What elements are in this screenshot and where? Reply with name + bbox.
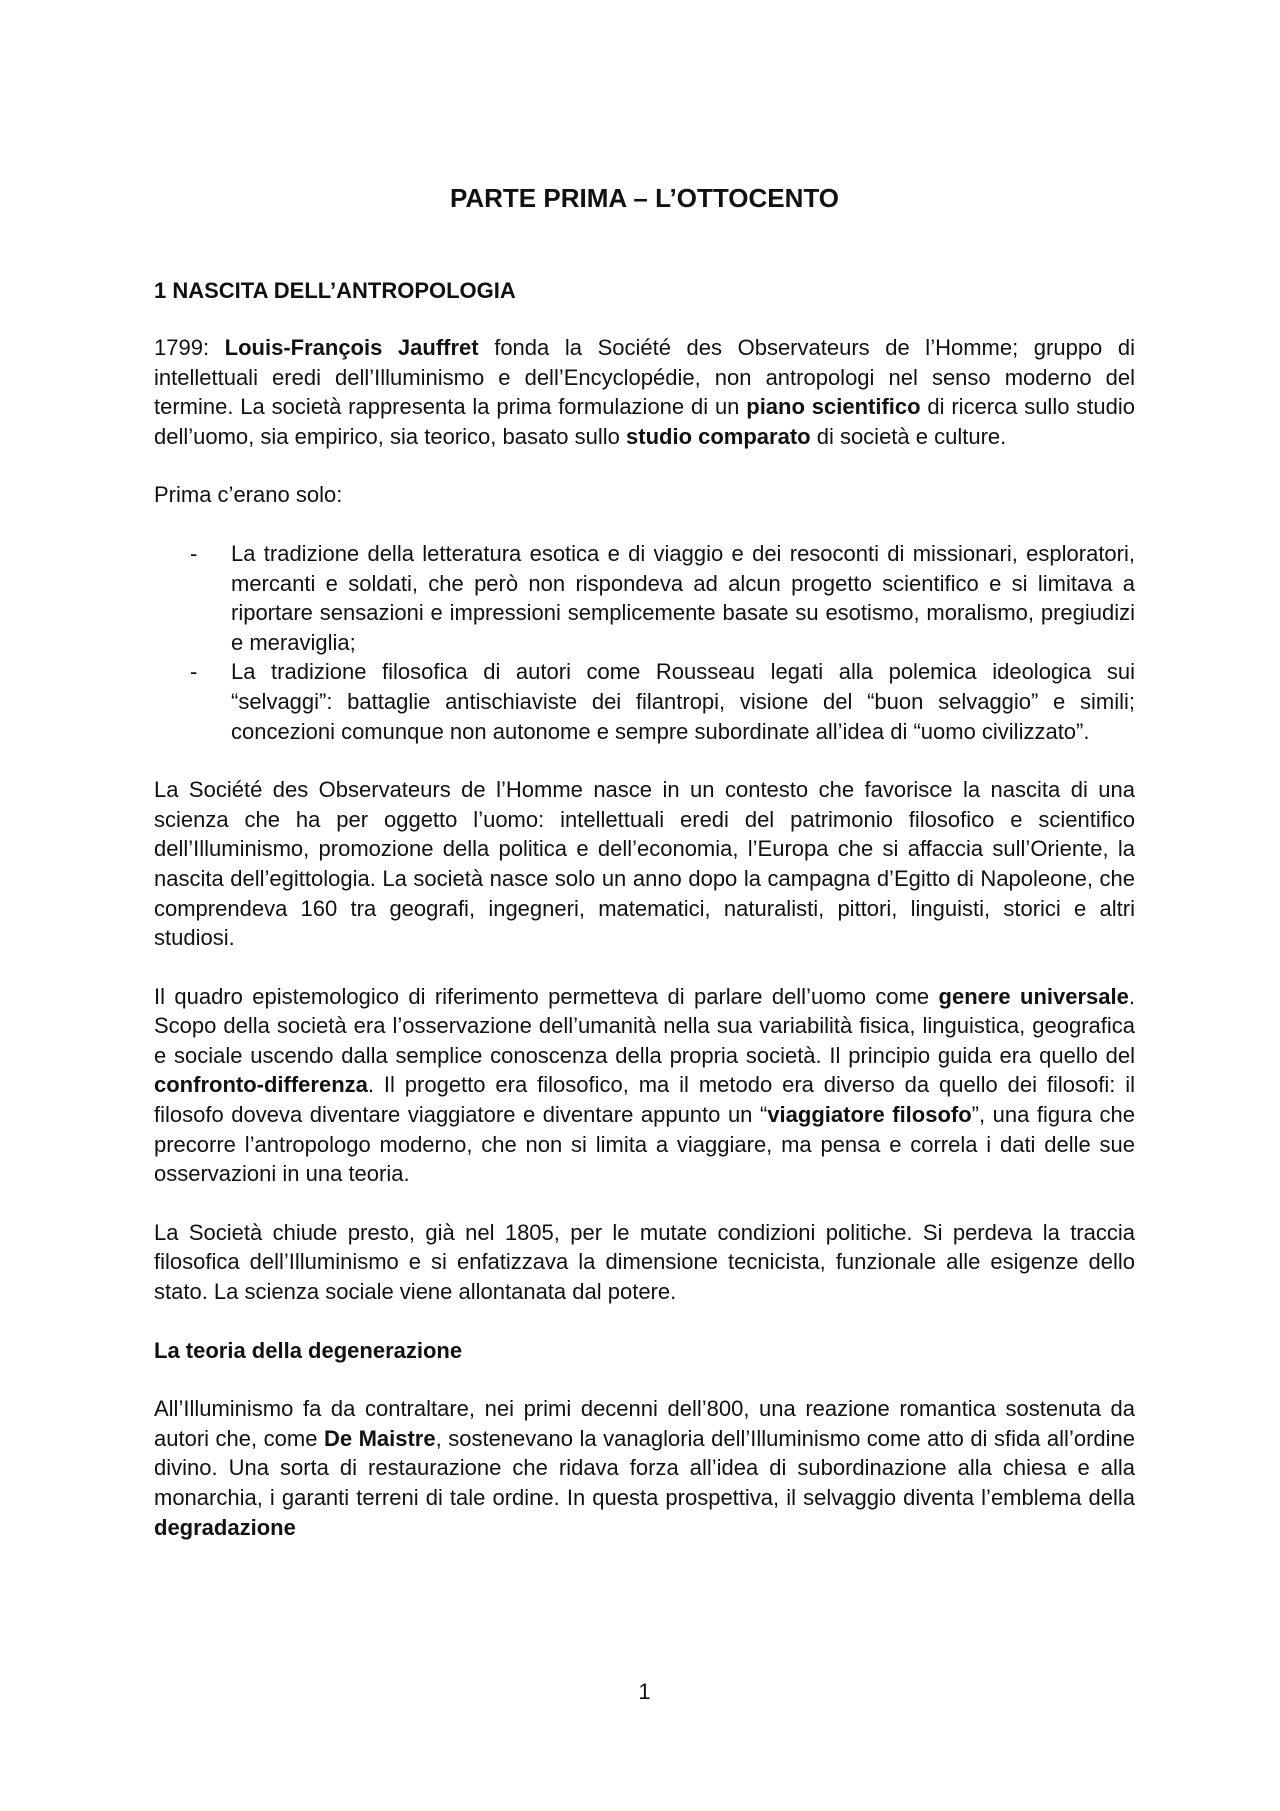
document-page: [154, 0, 1135, 1811]
bold-term: Louis-François Jauffret: [224, 335, 479, 360]
text-run: . Il progetto era filosofico, ma il metodo era diverso da quello dei filosofi: il filosofo doveva diventare viaggiatore e diventare appunto un “: [154, 1072, 1135, 1128]
text-run: di ricerca sullo studio dell’uomo, sia empirico, sia teorico, basato sullo: [154, 394, 1135, 449]
bullet-list: [154, 539, 1135, 746]
subheading: La teoria della degenerazione: [154, 1337, 463, 1363]
page-number: 1: [638, 1679, 651, 1704]
text-run: ”, una figura che precorre l’antropologo moderno, che non si limita a viaggiare, ma pensa e correla i dati delle sue osservazioni in una teoria.: [154, 1102, 1135, 1187]
bold-term: piano scientifico: [746, 394, 921, 420]
bold-term: studio comparato: [626, 423, 811, 449]
text-run: di società e culture.: [810, 423, 1007, 449]
list-item-text: La tradizione della letteratura esotica e di viaggio e dei resoconti di missionari, esploratori, mercanti e soldati, che però non rispondeva ad alcun progetto scientifico e si limitava a riportare sensazioni e impressioni semplicemente basate su esotismo, moralismo, pregiudizi e meraviglia;: [231, 540, 1135, 655]
bold-term: genere universale: [938, 983, 1129, 1009]
text-run: Il quadro epistemologico di riferimento permetteva di parlare dell’uomo come: [154, 983, 939, 1009]
paragraph-5: La Società chiude presto, già nel 1805, per le mutate condizioni politiche. Si perdeva la traccia filosofica dell’Illuminismo e si enfatizzava la dimensione tecnicista, funzionale alle esigenze dello stato. La scienza sociale viene allontanata dal potere.: [154, 1219, 1135, 1305]
text-run: . Scopo della società era l’osservazione dell’umanità nella sua variabilità fisica, linguistica, geografica e sociale uscendo dalla semplice conoscenza della propria società. Il principio guida era quello del: [154, 983, 1135, 1068]
text-run: 1799:: [154, 335, 225, 360]
section-heading: 1 NASCITA DELL’ANTROPOLOGIA: [154, 278, 516, 303]
paragraph-4: [154, 982, 1135, 1189]
paragraph-1: [154, 333, 1135, 451]
text-run: , sostenevano la vanagloria dell’Illuminismo come atto di sfida all’ordine divino. Una sorta di restaurazione che ridava forza all’idea di subordinazione alla chiesa e alla monarchia, i garanti terreni di tale ordine. In questa prospettiva, il selvaggio diventa l’emblema della: [154, 1425, 1135, 1510]
page-title: PARTE PRIMA – L’OTTOCENTO: [449, 183, 840, 213]
text-run: All’Illuminismo fa da contraltare, nei primi decenni dell’800, una reazione romantica sostenuta da autori che, come: [154, 1396, 1135, 1451]
paragraph-6: [154, 1394, 1135, 1542]
list-item: [154, 539, 1135, 657]
document-body: [154, 333, 1135, 1542]
list-dash: -: [190, 540, 198, 566]
list-dash: -: [190, 659, 198, 685]
bold-term: De Maistre: [323, 1425, 436, 1451]
bold-term: viaggiatore filosofo: [767, 1102, 972, 1128]
bold-term: confronto-differenza: [154, 1072, 368, 1098]
paragraph-3: La Société des Observateurs de l’Homme nasce in un contesto che favorisce la nascita di una scienza che ha per oggetto l’uomo: intellettuali eredi del patrimonio filosofico e scientifico dell’Illuminismo, promozione della politica e dell’economia, l’Europa che si affaccia sull’Oriente, la nascita dell’egittologia. La società nasce solo un anno dopo la campagna d’Egitto di Napoleone, che comprendeva 160 tra geografi, ingegneri, matematici, naturalisti, pittori, linguisti, storici e altri studiosi.: [154, 777, 1135, 951]
list-item: [154, 657, 1135, 746]
text-run: fonda la Société des Observateurs de l’Homme; gruppo di intellettuali eredi dell’Illuminismo e dell’Encyclopédie, non antropologi nel senso moderno del termine. La società rappresenta la prima formulazione di un: [154, 335, 1136, 420]
paragraph-2: Prima c’erano solo:: [154, 482, 343, 508]
list-item-text: La tradizione filosofica di autori come Rousseau legati alla polemica ideologica sui “selvaggi”: battaglie antischiaviste dei filantropi, visione del “buon selvaggio” e simili; concezioni comunque non autonome e sempre subordinate all’idea di “uomo civilizzato”.: [231, 659, 1135, 744]
bold-term: degradazione: [154, 1514, 296, 1540]
